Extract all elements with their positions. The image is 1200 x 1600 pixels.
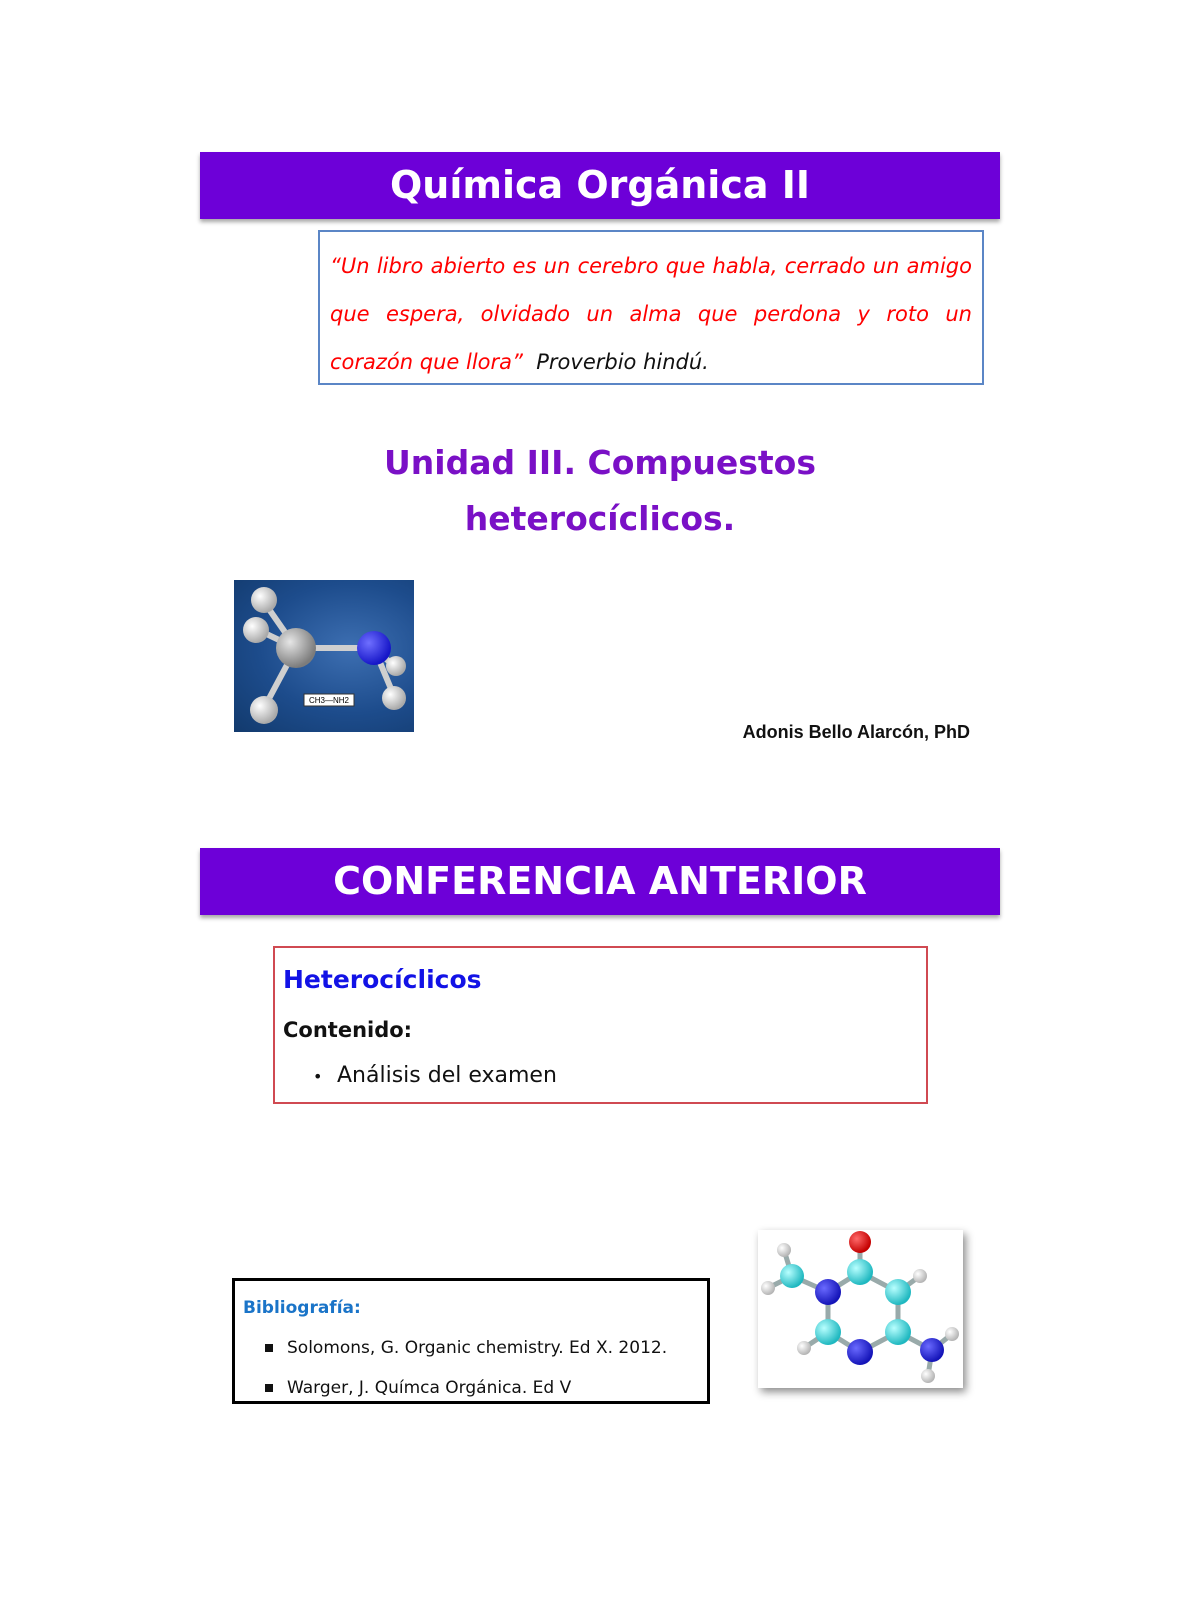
bibliography-item: Solomons, G. Organic chemistry. Ed X. 2012. <box>287 1338 668 1358</box>
methylamine-model <box>234 580 414 732</box>
square-bullet-icon <box>265 1384 273 1392</box>
topic-heading: Heterocíclicos <box>283 965 482 994</box>
content-label: Contenido: <box>283 1018 413 1042</box>
quote-attribution: Proverbio hindú. <box>536 350 709 374</box>
quote-text: “Un libro abierto es un cerebro que habla, cerrado un amigo que espera, olvidado un alma que perdona y roto un corazón que llora” <box>330 254 972 374</box>
bibliography-item: Warger, J. Químca Orgánica. Ed V <box>287 1378 572 1398</box>
list-item <box>243 1335 699 1361</box>
list-item-text: Análisis del examen <box>337 1063 557 1088</box>
bibliography-title: Bibliografía: <box>243 1298 361 1318</box>
list-item <box>283 1058 918 1095</box>
unit-title-line-2: heterocíclicos. <box>464 499 736 538</box>
list-item <box>243 1375 699 1401</box>
molecule-label: CH3—NH2 <box>308 696 350 705</box>
unit-title-line-1: Unidad III. Compuestos <box>384 443 816 482</box>
cytosine-model <box>758 1230 963 1388</box>
quote-box <box>318 230 984 385</box>
content-box <box>273 946 928 1104</box>
author-name: Adonis Bello Alarcón, PhD <box>742 722 970 742</box>
cytosine-molecule-image <box>758 1230 963 1388</box>
unit-title <box>300 435 900 547</box>
square-bullet-icon <box>265 1344 273 1352</box>
bullet-icon: • <box>313 1067 323 1086</box>
previous-lecture-banner: CONFERENCIA ANTERIOR <box>200 848 1000 915</box>
methylamine-molecule-image <box>234 580 414 732</box>
course-title-banner: Química Orgánica II <box>200 152 1000 219</box>
bibliography-box <box>232 1278 710 1404</box>
